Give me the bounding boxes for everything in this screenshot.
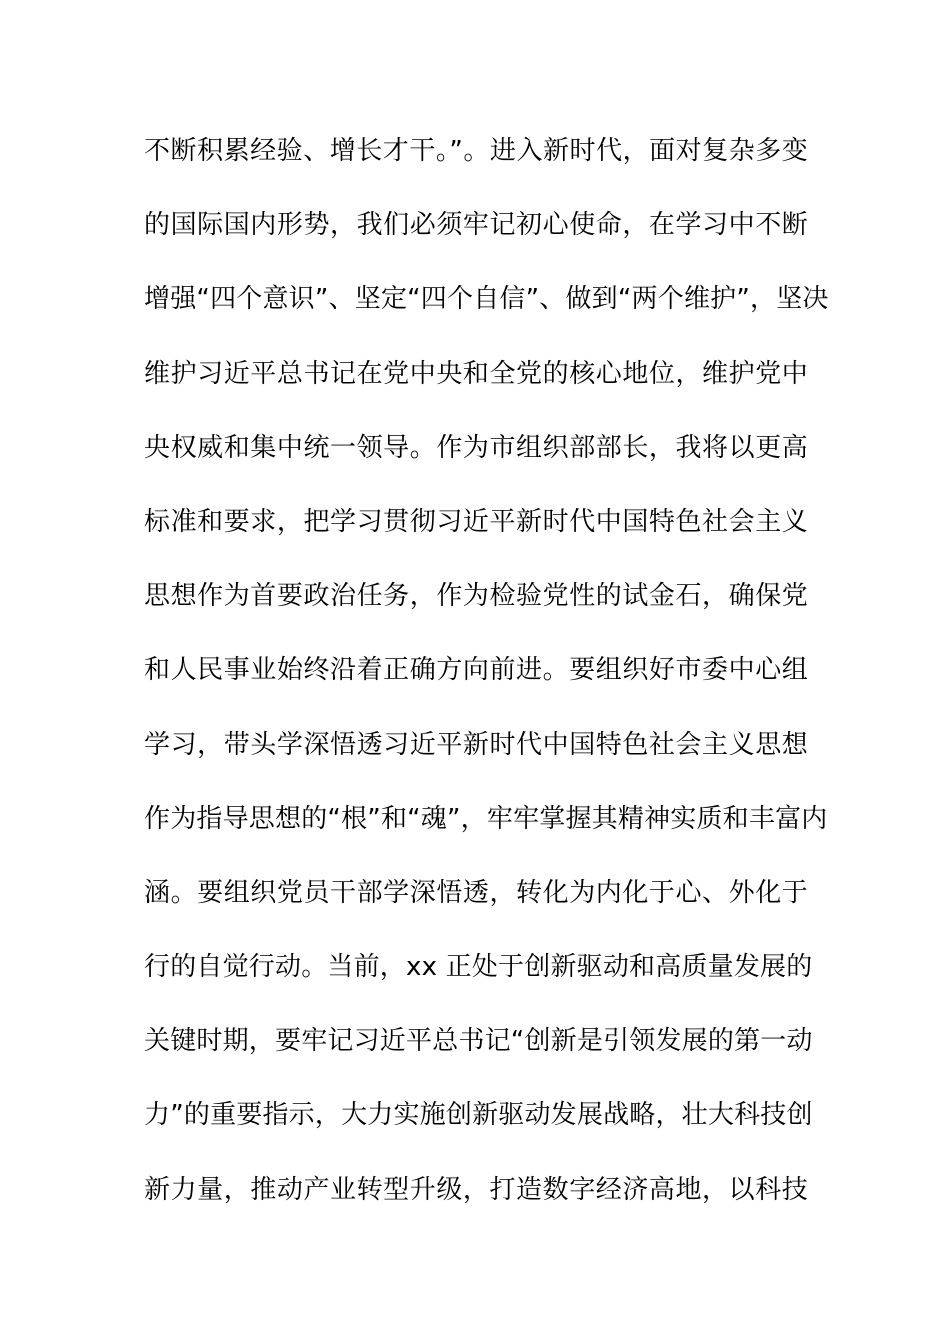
text-line: 维护习近平总书记在党中央和全党的核心地位，维护党中 (144, 358, 808, 389)
text-line: 标准和要求，把学习贯彻习近平新时代中国特色社会主义 (144, 506, 808, 537)
text-line: 关键时期，要牢记习近平总书记“创新是引领发展的第一动 (144, 1026, 813, 1057)
text-line: 不断积累经验、增长才干。”。进入新时代，面对复杂多变 (144, 136, 808, 166)
text-line: 新力量，推动产业转型升级，打造数字经济高地，以科技 (144, 1174, 808, 1205)
text-line: 学习，带头学深悟透习近平新时代中国特色社会主义思想 (144, 729, 808, 760)
text-line: 思想作为首要政治任务，作为检验党性的试金石，确保党 (144, 581, 808, 612)
text-line: 增强“四个意识”、坚定“四个自信”、做到“两个维护”，坚决 (144, 284, 829, 315)
text-line: 涵。要组织党员干部学深悟透，转化为内化于心、外化于 (144, 877, 808, 908)
text-line: 作为指导思想的“根”和“魂”，牢牢掌握其精神实质和丰富内 (144, 803, 828, 834)
text-line: 行的自觉行动。当前，xx 正处于创新驱动和高质量发展的 (144, 952, 813, 983)
body-paragraph (144, 128, 829, 1241)
text-line: 的国际国内形势，我们必须牢记初心使命，在学习中不断 (144, 210, 808, 241)
text-line: 力”的重要指示，大力实施创新驱动发展战略，壮大科技创 (144, 1100, 813, 1131)
text-line: 央权威和集中统一领导。作为市组织部部长，我将以更高 (144, 432, 808, 463)
text-line: 和人民事业始终沿着正确方向前进。要组织好市委中心组 (144, 655, 808, 686)
